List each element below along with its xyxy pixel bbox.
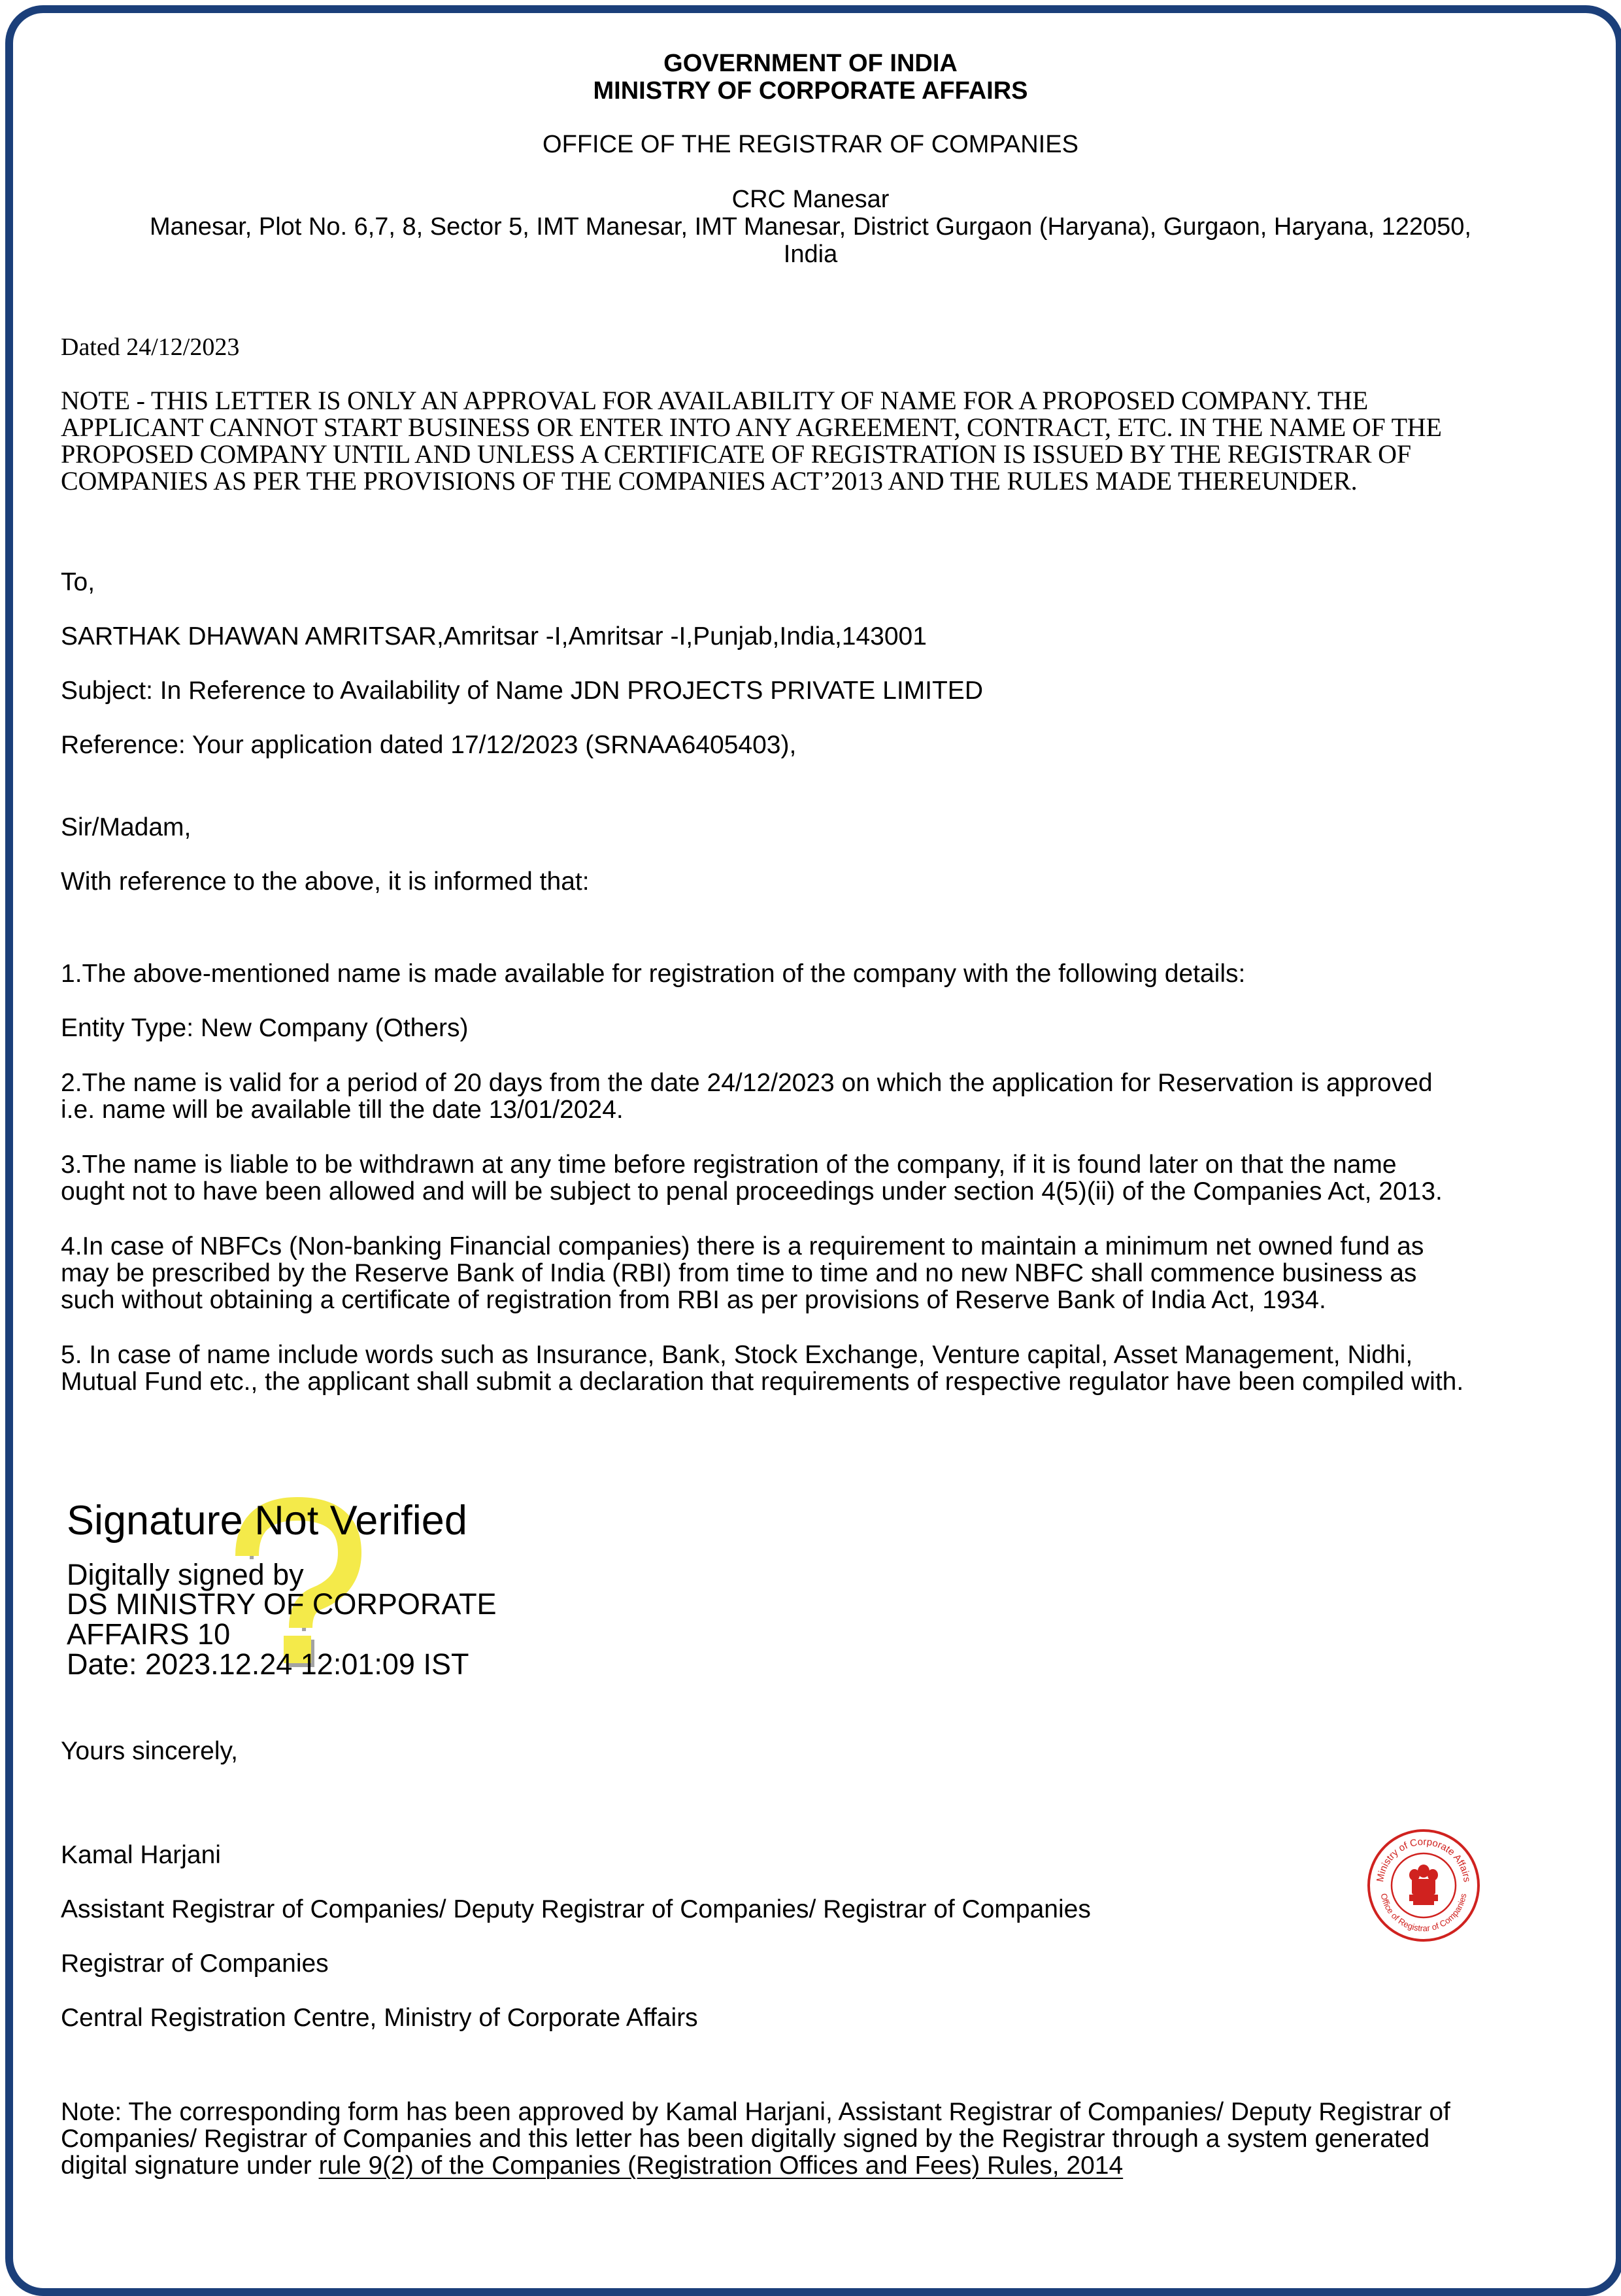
point-3-line: 3.The name is liable to be withdrawn at any time before registration of the company, if it is found later on that the name: [61, 1151, 1397, 1179]
footer-note-line: Companies/ Registrar of Companies and this letter has been digitally signed by the Registrar through a system generated: [61, 2125, 1430, 2153]
signature-signer-line2: AFFAIRS 10: [67, 1617, 231, 1651]
signatory-office: Registrar of Companies: [61, 1950, 329, 1978]
point-2-line: 2.The name is valid for a period of 20 days from the date 24/12/2023 on which the application for Reservation is approved: [61, 1069, 1433, 1097]
seal-text-bottom: Office of Registrar of Companies: [1379, 1892, 1469, 1934]
signatory-designation: Assistant Registrar of Companies/ Deputy Registrar of Companies/ Registrar of Companies: [61, 1895, 1091, 1923]
header-office: OFFICE OF THE REGISTRAR OF COMPANIES: [543, 131, 1078, 158]
note-line: COMPANIES AS PER THE PROVISIONS OF THE COMPANIES ACT’2013 AND THE RULES MADE THEREUNDER.: [61, 466, 1358, 496]
header-centre: CRC Manesar: [731, 186, 890, 213]
header-government: GOVERNMENT OF INDIA: [663, 50, 958, 77]
signatory-centre: Central Registration Centre, Ministry of Corporate Affairs: [61, 2004, 698, 2032]
point-3-line: ought not to have been allowed and will be subject to penal proceedings under section 4(5)(ii) of the Companies Act, 2013.: [61, 1177, 1443, 1206]
signature-status: Signature Not Verified: [67, 1498, 467, 1544]
point-4-line: 4.In case of NBFCs (Non-banking Financial companies) there is a requirement to maintain a minimum net owned fund as: [61, 1232, 1424, 1260]
point-2-line: i.e. name will be available till the date 13/01/2024.: [61, 1096, 624, 1124]
subject: Subject: In Reference to Availability of Name JDN PROJECTS PRIVATE LIMITED: [61, 677, 983, 705]
footer-note-line: Note: The corresponding form has been approved by Kamal Harjani, Assistant Registrar of Companies/ Deputy Registrar of: [61, 2098, 1450, 2126]
signatory-name: Kamal Harjani: [61, 1841, 221, 1869]
rule-link[interactable]: rule 9(2) of the Companies (Registration Offices and Fees) Rules, 2014: [318, 2152, 1124, 2180]
signature-date: Date: 2023.12.24 12:01:09 IST: [67, 1647, 469, 1681]
intro: With reference to the above, it is informed that:: [61, 868, 590, 896]
footer-note-line3: [61, 2152, 1584, 2179]
note-line: APPLICANT CANNOT START BUSINESS OR ENTER INTO ANY AGREEMENT, CONTRACT, ETC. IN THE NAME OF THE: [61, 413, 1442, 442]
note-line: PROPOSED COMPANY UNTIL AND UNLESS A CERTIFICATE OF REGISTRATION IS ISSUED BY THE REGISTRAR OF: [61, 439, 1411, 469]
reference: Reference: Your application dated 17/12/2023 (SRNAA6405403),: [61, 731, 797, 759]
point-4-line: may be prescribed by the Reserve Bank of India (RBI) from time to time and no new NBFC shall commence business as: [61, 1259, 1417, 1287]
header-address-line2: India: [783, 241, 838, 268]
salutation: Sir/Madam,: [61, 813, 192, 841]
point-4-line: such without obtaining a certificate of registration from RBI as per provisions of Reserve Bank of India Act, 1934.: [61, 1286, 1326, 1314]
point-1: 1.The above-mentioned name is made available for registration of the company with the following details:: [61, 960, 1246, 988]
closing: Yours sincerely,: [61, 1737, 238, 1765]
point-5-line: 5. In case of name include words such as Insurance, Bank, Stock Exchange, Venture capital, Asset Management, Nidhi,: [61, 1341, 1413, 1369]
header-ministry: MINISTRY OF CORPORATE AFFAIRS: [593, 77, 1028, 105]
addressee: SARTHAK DHAWAN AMRITSAR,Amritsar -I,Amritsar -I,Punjab,India,143001: [61, 622, 927, 650]
ministry-seal: [1366, 1828, 1481, 1943]
footer-note-prefix: digital signature under: [61, 2152, 319, 2180]
note-line: NOTE - THIS LETTER IS ONLY AN APPROVAL FOR AVAILABILITY OF NAME FOR A PROPOSED COMPANY. THE: [61, 386, 1368, 415]
signature-signed-by: Digitally signed by: [67, 1558, 304, 1591]
signature-signer-line1: DS MINISTRY OF CORPORATE: [67, 1587, 497, 1621]
to-label: To,: [61, 568, 95, 596]
entity-type: Entity Type: New Company (Others): [61, 1014, 469, 1042]
dated: Dated 24/12/2023: [61, 333, 240, 361]
seal-text-top: Ministry of Corporate Affairs: [1375, 1836, 1473, 1883]
header-address-line1: Manesar, Plot No. 6,7, 8, Sector 5, IMT Manesar, IMT Manesar, District Gurgaon (Haryana), Gurgaon, Haryana, 122050,: [150, 213, 1471, 241]
point-5-line: Mutual Fund etc., the applicant shall submit a declaration that requirements of respective regulator have been compiled with.: [61, 1368, 1464, 1396]
